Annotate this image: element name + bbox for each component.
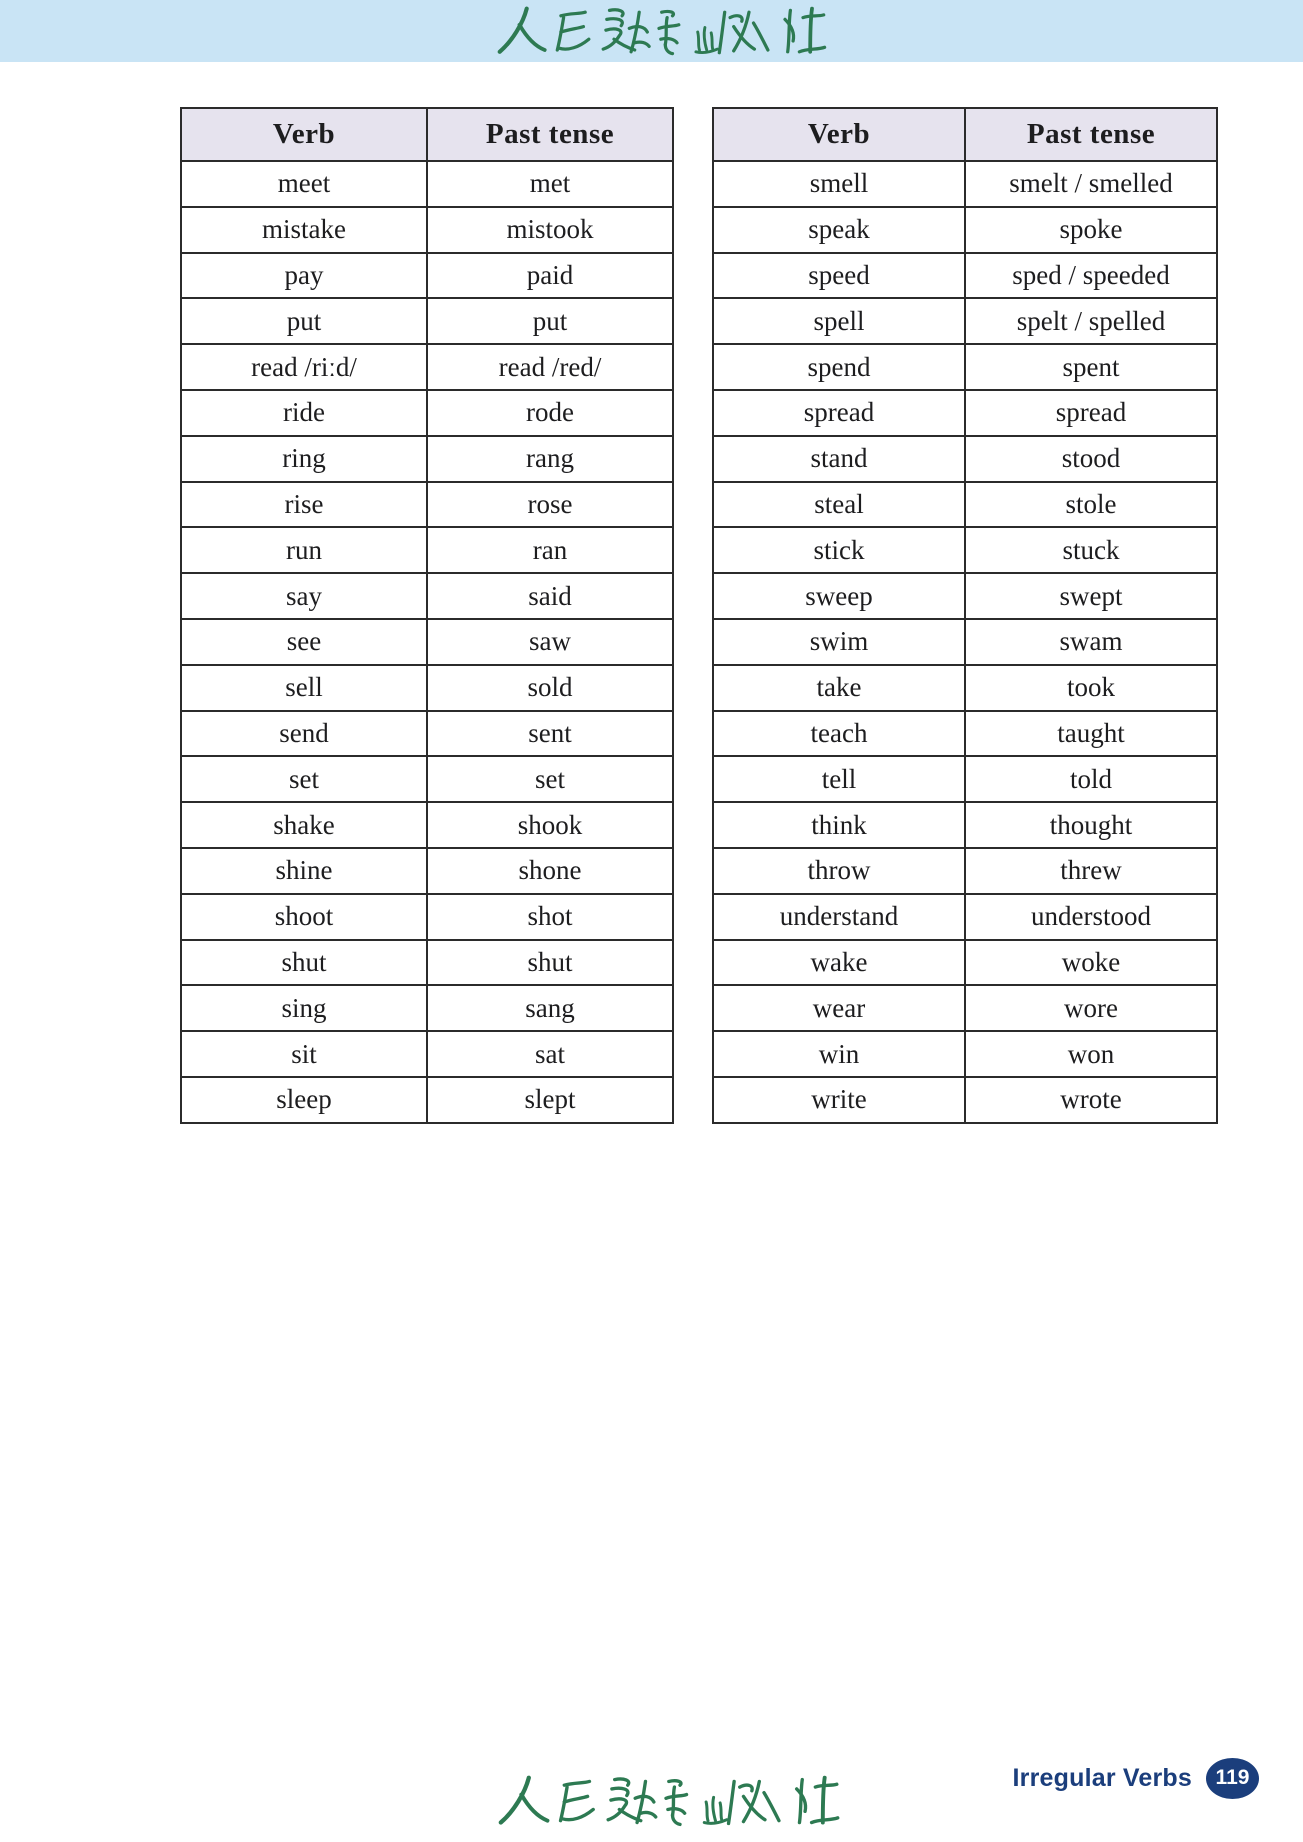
past-tense-cell: rose [427, 482, 673, 528]
past-tense-cell: wrote [965, 1077, 1217, 1123]
table-row [713, 527, 1217, 573]
past-tense-cell: sang [427, 985, 673, 1031]
verb-cell: shoot [181, 894, 427, 940]
past-tense-cell: paid [427, 253, 673, 299]
page-number: 119 [1215, 1766, 1250, 1789]
table-row [713, 344, 1217, 390]
past-tense-cell: spelt / spelled [965, 298, 1217, 344]
past-tense-cell: told [965, 756, 1217, 802]
verb-cell: spell [713, 298, 965, 344]
verb-cell: shut [181, 940, 427, 986]
verb-column-header: Verb [181, 108, 427, 161]
verb-cell: rise [181, 482, 427, 528]
verb-cell: sing [181, 985, 427, 1031]
verb-cell: speed [713, 253, 965, 299]
table-row [181, 298, 673, 344]
past-tense-cell: understood [965, 894, 1217, 940]
table-row [181, 1031, 673, 1077]
table-row [713, 1031, 1217, 1077]
past-tense-cell: smelt / smelled [965, 161, 1217, 207]
publisher-logo-icon [482, 1774, 850, 1830]
table-row [713, 253, 1217, 299]
verb-cell: spread [713, 390, 965, 436]
past-tense-cell: rang [427, 436, 673, 482]
table-row [713, 573, 1217, 619]
past-tense-cell: shot [427, 894, 673, 940]
table-row [181, 756, 673, 802]
verb-cell: wear [713, 985, 965, 1031]
table-row [181, 619, 673, 665]
table-row [713, 482, 1217, 528]
past-tense-cell: shone [427, 848, 673, 894]
past-tense-cell: sat [427, 1031, 673, 1077]
verb-cell: spend [713, 344, 965, 390]
verb-cell: take [713, 665, 965, 711]
table-row [181, 344, 673, 390]
table-row [713, 619, 1217, 665]
verb-cell: shine [181, 848, 427, 894]
table-row [713, 711, 1217, 757]
past-tense-cell: sold [427, 665, 673, 711]
table-row [713, 436, 1217, 482]
verb-cell: smell [713, 161, 965, 207]
verb-cell: think [713, 802, 965, 848]
past-tense-cell: threw [965, 848, 1217, 894]
past-tense-cell: slept [427, 1077, 673, 1123]
verb-cell: say [181, 573, 427, 619]
past-tense-cell: spoke [965, 207, 1217, 253]
past-tense-cell: swam [965, 619, 1217, 665]
verb-cell: run [181, 527, 427, 573]
past-tense-cell: stood [965, 436, 1217, 482]
past-tense-cell: stuck [965, 527, 1217, 573]
table-row [181, 436, 673, 482]
table-row [181, 985, 673, 1031]
table-row [713, 298, 1217, 344]
verb-cell: wake [713, 940, 965, 986]
verb-cell: speak [713, 207, 965, 253]
past-tense-cell: sent [427, 711, 673, 757]
table-row [713, 894, 1217, 940]
past-tense-cell: wore [965, 985, 1217, 1031]
table-row [181, 848, 673, 894]
past-tense-cell: spent [965, 344, 1217, 390]
table-row [181, 573, 673, 619]
verb-cell: put [181, 298, 427, 344]
table-row [181, 207, 673, 253]
verb-cell: set [181, 756, 427, 802]
table-row [713, 161, 1217, 207]
table-row [181, 802, 673, 848]
irregular-verbs-table-left [180, 107, 674, 1124]
table-row [713, 985, 1217, 1031]
verb-cell: throw [713, 848, 965, 894]
table-row [713, 390, 1217, 436]
past-tense-cell: said [427, 573, 673, 619]
table-header-row [713, 108, 1217, 161]
table-row [713, 1077, 1217, 1123]
verb-cell: meet [181, 161, 427, 207]
verb-cell: stand [713, 436, 965, 482]
table-row [713, 665, 1217, 711]
past-tense-cell: mistook [427, 207, 673, 253]
verb-cell: write [713, 1077, 965, 1123]
verb-cell: teach [713, 711, 965, 757]
table-row [181, 1077, 673, 1123]
verb-cell: sell [181, 665, 427, 711]
verb-cell: see [181, 619, 427, 665]
past-tense-cell: won [965, 1031, 1217, 1077]
table-row [181, 665, 673, 711]
verb-cell: win [713, 1031, 965, 1077]
verb-cell: ride [181, 390, 427, 436]
past-tense-column-header: Past tense [427, 108, 673, 161]
past-tense-cell: swept [965, 573, 1217, 619]
past-tense-cell: took [965, 665, 1217, 711]
table-row [181, 161, 673, 207]
table-row [713, 802, 1217, 848]
table-row [713, 848, 1217, 894]
footer-running-title [1013, 1755, 1259, 1801]
past-tense-cell: met [427, 161, 673, 207]
past-tense-cell: rode [427, 390, 673, 436]
verb-cell: sweep [713, 573, 965, 619]
footer-section-title: Irregular Verbs [1012, 1763, 1192, 1792]
table-header-row [181, 108, 673, 161]
publisher-logo-icon [474, 5, 844, 59]
past-tense-cell: sped / speeded [965, 253, 1217, 299]
past-tense-cell: ran [427, 527, 673, 573]
table-row [713, 940, 1217, 986]
past-tense-cell: read /red/ [427, 344, 673, 390]
top-banner [0, 0, 1303, 62]
table-row [181, 482, 673, 528]
past-tense-cell: woke [965, 940, 1217, 986]
verb-cell: pay [181, 253, 427, 299]
verb-cell: swim [713, 619, 965, 665]
table-row [181, 894, 673, 940]
table-row [181, 390, 673, 436]
irregular-verbs-table-right [712, 107, 1218, 1124]
past-tense-cell: saw [427, 619, 673, 665]
past-tense-column-header: Past tense [965, 108, 1217, 161]
past-tense-cell: spread [965, 390, 1217, 436]
past-tense-cell: thought [965, 802, 1217, 848]
verb-cell: ring [181, 436, 427, 482]
past-tense-cell: shook [427, 802, 673, 848]
past-tense-cell: taught [965, 711, 1217, 757]
past-tense-cell: shut [427, 940, 673, 986]
past-tense-cell: set [427, 756, 673, 802]
verb-cell: send [181, 711, 427, 757]
table-row [181, 711, 673, 757]
past-tense-cell: put [427, 298, 673, 344]
verb-cell: shake [181, 802, 427, 848]
verb-cell: sit [181, 1031, 427, 1077]
verb-column-header: Verb [713, 108, 965, 161]
verb-cell: sleep [181, 1077, 427, 1123]
verb-cell: mistake [181, 207, 427, 253]
verb-cell: tell [713, 756, 965, 802]
verb-cell: steal [713, 482, 965, 528]
verb-cell: read /riːd/ [181, 344, 427, 390]
page-number-badge [1206, 1758, 1259, 1799]
past-tense-cell: stole [965, 482, 1217, 528]
table-row [713, 207, 1217, 253]
verb-cell: understand [713, 894, 965, 940]
verb-cell: stick [713, 527, 965, 573]
table-row [181, 527, 673, 573]
table-row [713, 756, 1217, 802]
table-row [181, 940, 673, 986]
table-row [181, 253, 673, 299]
